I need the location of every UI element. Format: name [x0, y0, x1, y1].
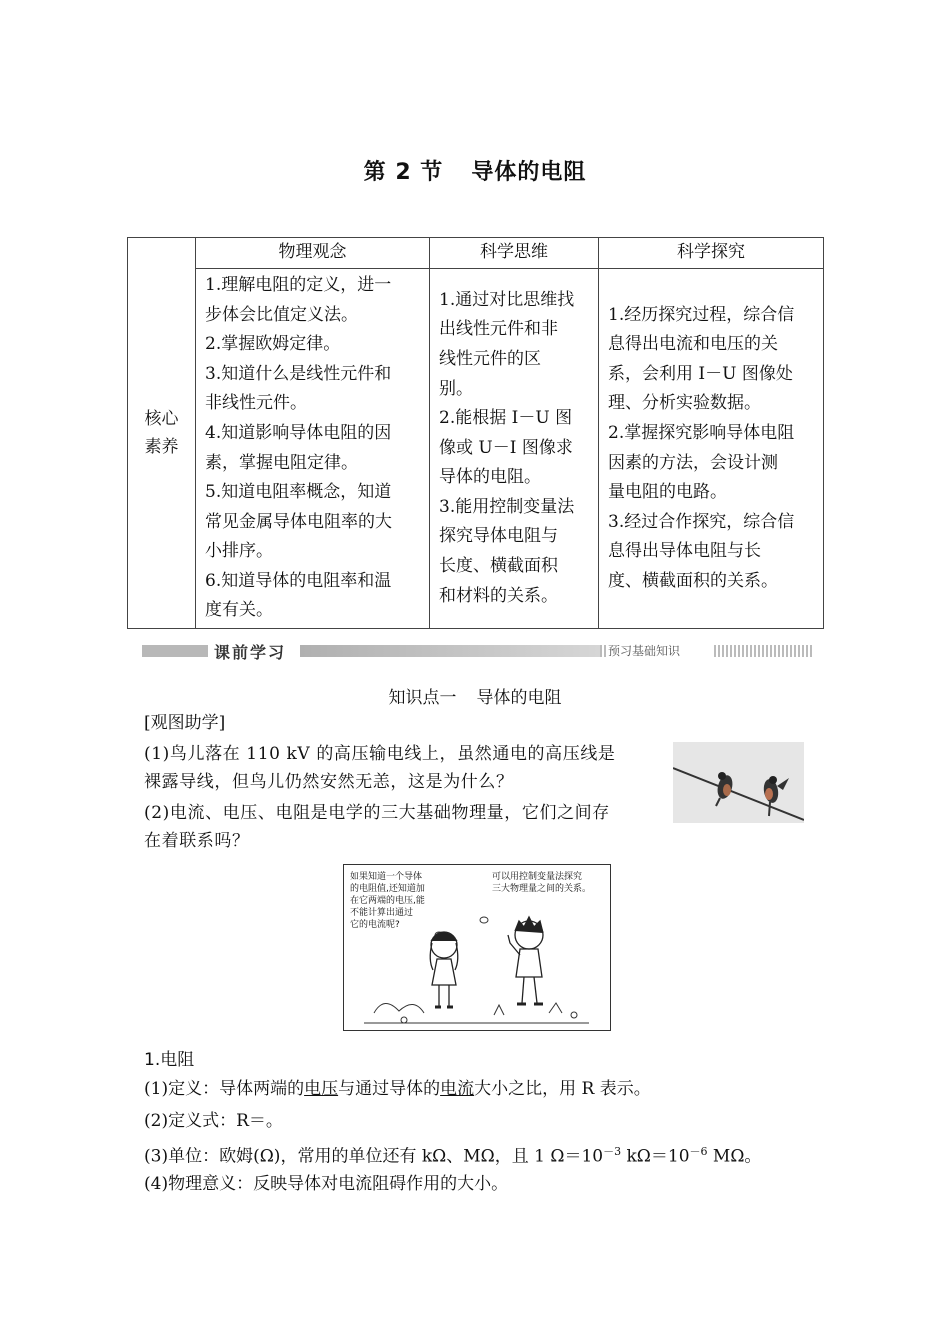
girl-speech-bubble: 如果知道一个导体 的电阻值,还知道加 在它两端的电压,能 不能计算出通过 它的电流呢? — [350, 872, 425, 930]
scientific-inquiry-cell: 1.经历探究过程，综合信 息得出电流和电压的关 系，会利用 I－U 图像处 理、分析实验数据。 2.掌握探究影响导体电阻 因素的方法，会设计测 量电阻的电路。 3.经过合作探究，综合信 息得出导体电阻与长 度、横截面积的关系。 — [599, 269, 824, 629]
header-scientific-thinking: 科学思维 — [430, 238, 599, 269]
core-literacy-table — [127, 237, 824, 629]
birds-on-wire-photo — [673, 742, 804, 823]
banner-subtitle: 预习基础知识 — [608, 644, 681, 658]
girl-figure-icon — [430, 932, 458, 1007]
question-2: (2)电流、电压、电阻是电学的三大基础物理量，它们之间存 在着联系吗？ — [144, 803, 610, 851]
header-physics-concept: 物理观念 — [196, 238, 430, 269]
definition-line: (1)定义：导体两端的电压与通过导体的电流大小之比，用 R 表示。 — [144, 1079, 651, 1099]
section-banner — [142, 640, 814, 662]
question-1: (1)鸟儿落在 110 kV 的高压输电线上，虽然通电的高压线是 裸露导线，但鸟儿仍然安然无恙，这是为什么？ — [144, 744, 616, 792]
physics-concept-cell: 1.理解电阻的定义，进一 步体会比值定义法。 2.掌握欧姆定律。 3.知道什么是线性元件和 非线性元件。 4.知道影响导体电阻的因 素，掌握电阻定律。 5.知道电阻率概念，知道 常见金属导体电阻率的大 小排序。 6.知道导体的电阻率和温 度有关。 — [196, 269, 430, 629]
resistance-heading: 1.电阻 — [144, 1050, 195, 1070]
section-title: 导体的电阻 — [471, 160, 587, 185]
header-scientific-inquiry: 科学探究 — [599, 238, 824, 269]
banner-bar-middle — [300, 645, 600, 657]
page-title — [0, 155, 950, 186]
section-number: 第 2 节 — [363, 160, 444, 185]
guide-heading: [观图助学] — [144, 713, 226, 733]
banner-bar-left — [142, 645, 208, 657]
core-literacy-label: 核心 素养 — [128, 238, 196, 629]
grass-icon — [364, 1003, 589, 1023]
banner-label: 课前学习 — [214, 643, 287, 662]
bird-left-icon — [715, 772, 735, 806]
banner-stripes-right — [714, 645, 814, 657]
scientific-thinking-cell: 1.通过对比思维找 出线性元件和非 线性元件的区 别。 2.能根据 I－U 图 像或 U－I 图像求 导体的电阻。 3.能用控制变量法 探究导体电阻与 长度、横截面积 和材料的关系。 — [430, 269, 599, 629]
knowledge-point-heading: 知识点一 导体的电阻 — [388, 688, 562, 708]
banner-stripes — [600, 645, 608, 657]
formula-line: (2)定义式：R＝。 — [144, 1111, 283, 1131]
cartoon-drawing — [344, 865, 609, 1029]
answer-current: 电流 — [440, 1079, 475, 1099]
birds-photo-svg — [673, 742, 804, 823]
bird-right-icon — [762, 776, 789, 816]
physical-meaning-line: (4)物理意义：反映导体对电流阻碍作用的大小。 — [144, 1174, 509, 1194]
answer-voltage: 电压 — [304, 1079, 339, 1099]
dialogue-cartoon — [343, 864, 611, 1031]
unit-line: (3)单位：欧姆(Ω)，常用的单位还有 kΩ、MΩ，且 1 $\Omega=10^{-3}$ $k\Omega=10^{-6}$ MΩ。 — [144, 1145, 762, 1167]
boy-speech-bubble: 可以用控制变量法探究 三大物理量之间的关系。 — [492, 872, 592, 894]
boy-figure-icon — [508, 917, 543, 1004]
